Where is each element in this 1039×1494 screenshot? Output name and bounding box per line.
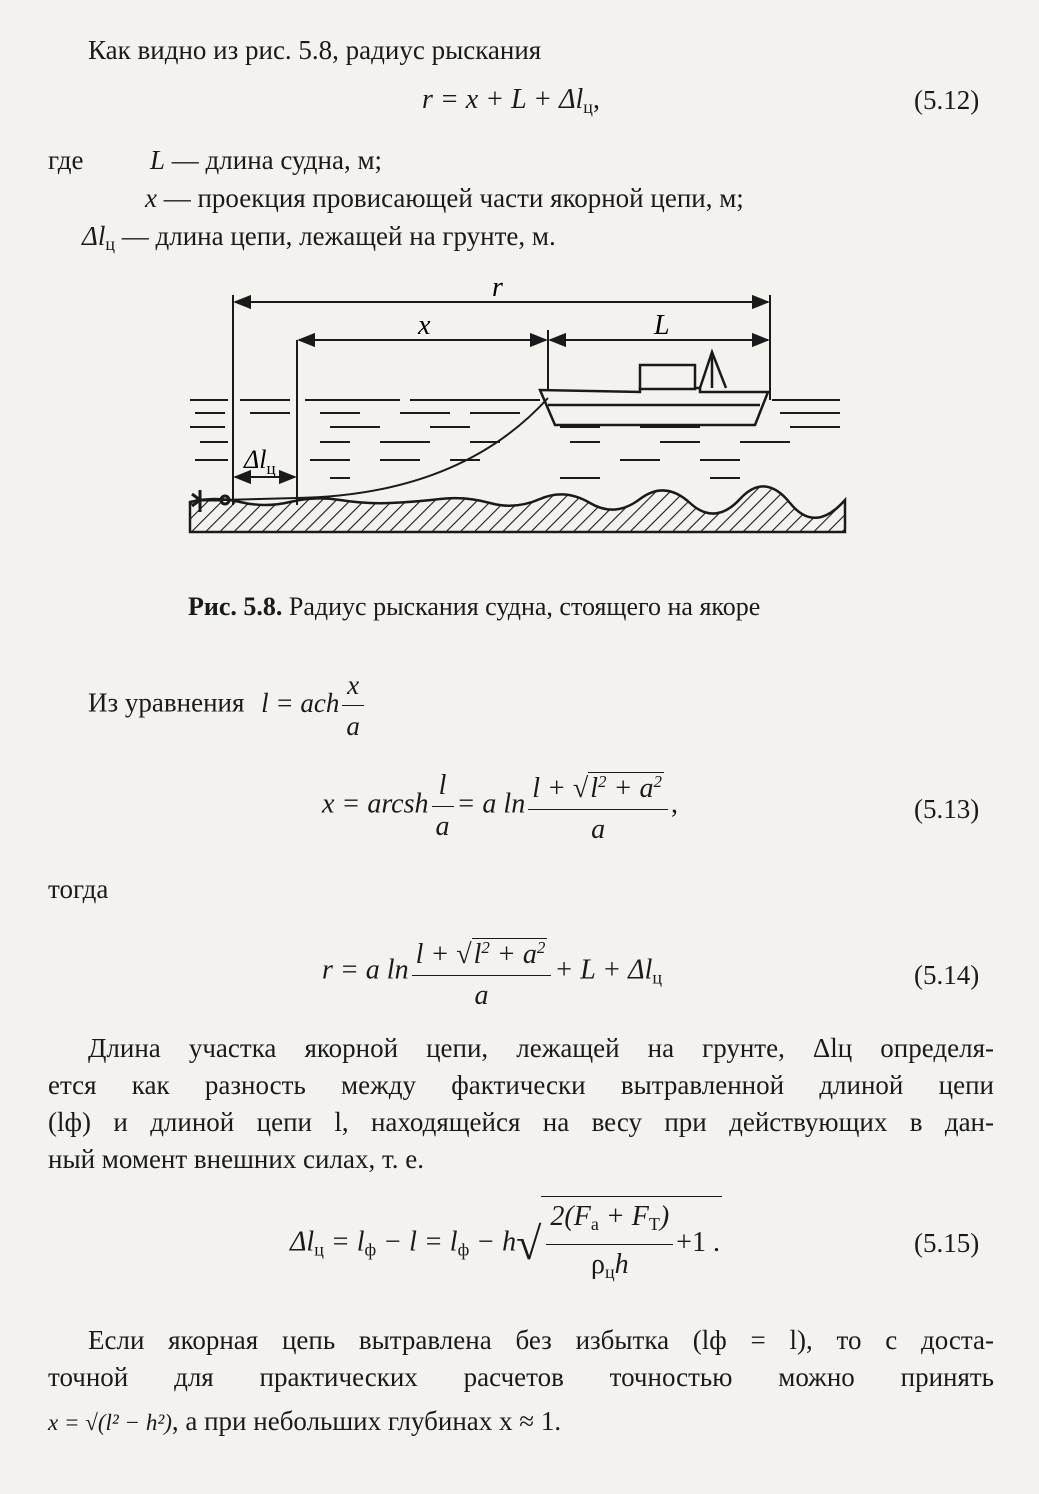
- from-eq-num: x: [342, 665, 364, 706]
- eq513-f2-num-a: l +: [532, 773, 573, 804]
- eq513-f2-num: $l + √l^2 + a^2$: [528, 762, 668, 810]
- eq513-f2-den: a: [591, 814, 606, 845]
- eq515-mid1: = l: [330, 1226, 365, 1258]
- eq514-tail: + L + Δl: [554, 954, 653, 986]
- eq515-mid3: − h: [476, 1226, 517, 1258]
- para1-line-4: ный момент внешних силах, т. е.: [48, 1144, 424, 1174]
- eq515-mid2-sub: ф: [457, 1239, 470, 1260]
- para1-line-1: Длина участка якорной цепи, лежащей на грунте, Δlц определя-: [88, 1033, 994, 1063]
- para2-line-2: точной для практических расчетов точностью можно принять: [48, 1362, 994, 1392]
- where-item-dl: [82, 219, 556, 261]
- eq512-body: r = x + L + Δl: [422, 84, 584, 115]
- from-equation-line: [88, 665, 367, 746]
- equation-number-5-14: (5.14): [914, 960, 980, 990]
- eq515-lhs: Δl: [290, 1226, 315, 1258]
- eq515-num: [546, 1197, 673, 1245]
- paragraph-1: [48, 1030, 994, 1178]
- eq515-lhs-sub: ц: [314, 1239, 324, 1260]
- then-word: тогда: [48, 874, 109, 904]
- caption-label: Рис. 5.8.: [188, 592, 283, 621]
- eq515-num-close: ): [659, 1201, 670, 1232]
- paragraph-2: [48, 1322, 994, 1396]
- equation-number-5-12: (5.12): [914, 85, 980, 115]
- equation-5-13: [322, 762, 678, 850]
- eq515-mid1-sub: ф: [364, 1239, 377, 1260]
- from-eq-den: a: [346, 711, 360, 741]
- eq513-lhs: x = arcsh: [322, 788, 429, 820]
- para1-line-3: (lф) и длиной цепи l, находящейся на весу при действующих в дан-: [48, 1107, 994, 1137]
- figure-anchor-diagram: [0, 270, 1039, 570]
- figure-caption: [188, 591, 760, 623]
- eq513-sqrt: $l^2 + a^2$: [590, 772, 662, 804]
- eq513-mid: = a ln: [456, 788, 526, 820]
- eq512-tail: ,: [592, 84, 600, 115]
- eq513-f1-den: a: [435, 810, 450, 842]
- where-sym-L: L: [150, 145, 166, 175]
- label-L: L: [654, 310, 670, 341]
- from-eq-text: Из уравнения: [88, 687, 245, 718]
- para1-line-2: ется как разность между фактически вытравленной длиной цепи: [48, 1070, 994, 1100]
- eq514-num: $l + √l^2 + a^2$: [412, 928, 552, 976]
- eq515-plus1: +1 .: [676, 1226, 720, 1258]
- where-item-x: [145, 181, 744, 215]
- where-item-L: [150, 143, 382, 177]
- eq515-den-rho: ρ: [590, 1249, 605, 1280]
- para2-tail: , а при небольших глубинах x ≈ 1.: [171, 1406, 562, 1436]
- caption-text: Радиус рыскания судна, стоящего на якоре: [288, 592, 761, 621]
- equation-5-12: [422, 83, 600, 124]
- eq514-sub: ц: [652, 967, 663, 988]
- from-eq-lhs: l = ach: [261, 687, 340, 718]
- eq514-sqrt: $l^2 + a^2$: [473, 938, 546, 970]
- eq514-num-a: l +: [415, 939, 457, 970]
- para2-formula: x = √(l² − h²): [48, 1410, 172, 1435]
- where-sym-x: x: [145, 183, 157, 213]
- eq515-den-h: h: [614, 1249, 629, 1280]
- eq514-den: a: [474, 980, 489, 1011]
- where-sym-dl-sub: ц: [105, 234, 115, 254]
- eq512-sub: ц: [583, 97, 593, 117]
- eq515-num-plus: + F: [598, 1201, 649, 1232]
- eq513-f1-num: l: [432, 766, 454, 807]
- seabed: [190, 486, 845, 532]
- eq515-num-sub-a: a: [590, 1214, 599, 1234]
- where-text-x: — проекция провисающей части якорной цепи, м;: [163, 183, 744, 213]
- where-text-L: — длина судна, м;: [171, 145, 383, 175]
- eq513-tail: ,: [670, 788, 678, 820]
- equation-5-14: [322, 928, 662, 1016]
- equation-5-15: $\Delta l_ц = l_ф - l = l_ф - h√$ $\frac{2(F_a + F_T)}{\rho_цh}$ +1 .: [290, 1196, 722, 1292]
- para2-last-line: [48, 1401, 561, 1443]
- label-dl: [243, 445, 276, 478]
- where-word: где: [48, 145, 84, 175]
- where-text-dl: — длина цепи, лежащей на грунте, м.: [121, 221, 556, 251]
- label-dl-main: Δl: [244, 445, 267, 474]
- intro-text: Как видно из рис. 5.8, радиус рыскания: [88, 35, 542, 65]
- label-x: x: [418, 310, 431, 341]
- eq514-lhs: r = a ln: [322, 954, 409, 986]
- equation-number-5-13: (5.13): [914, 794, 980, 824]
- eq515-den-sub: ц: [604, 1262, 615, 1282]
- eq515-mid2: − l = l: [383, 1226, 458, 1258]
- ship: [540, 352, 768, 425]
- where-sym-dl: Δl: [82, 221, 106, 251]
- equation-number-5-15: (5.15): [914, 1228, 980, 1258]
- eq515-num-sub-t: T: [648, 1214, 660, 1234]
- para2-line-1: Если якорная цепь вытравлена без избытка (lф = l), то с доста-: [88, 1325, 994, 1355]
- label-r: r: [492, 272, 503, 303]
- eq515-num-a: 2(F: [550, 1201, 591, 1232]
- eq515-den: [546, 1245, 673, 1292]
- label-dl-sub: ц: [266, 459, 276, 478]
